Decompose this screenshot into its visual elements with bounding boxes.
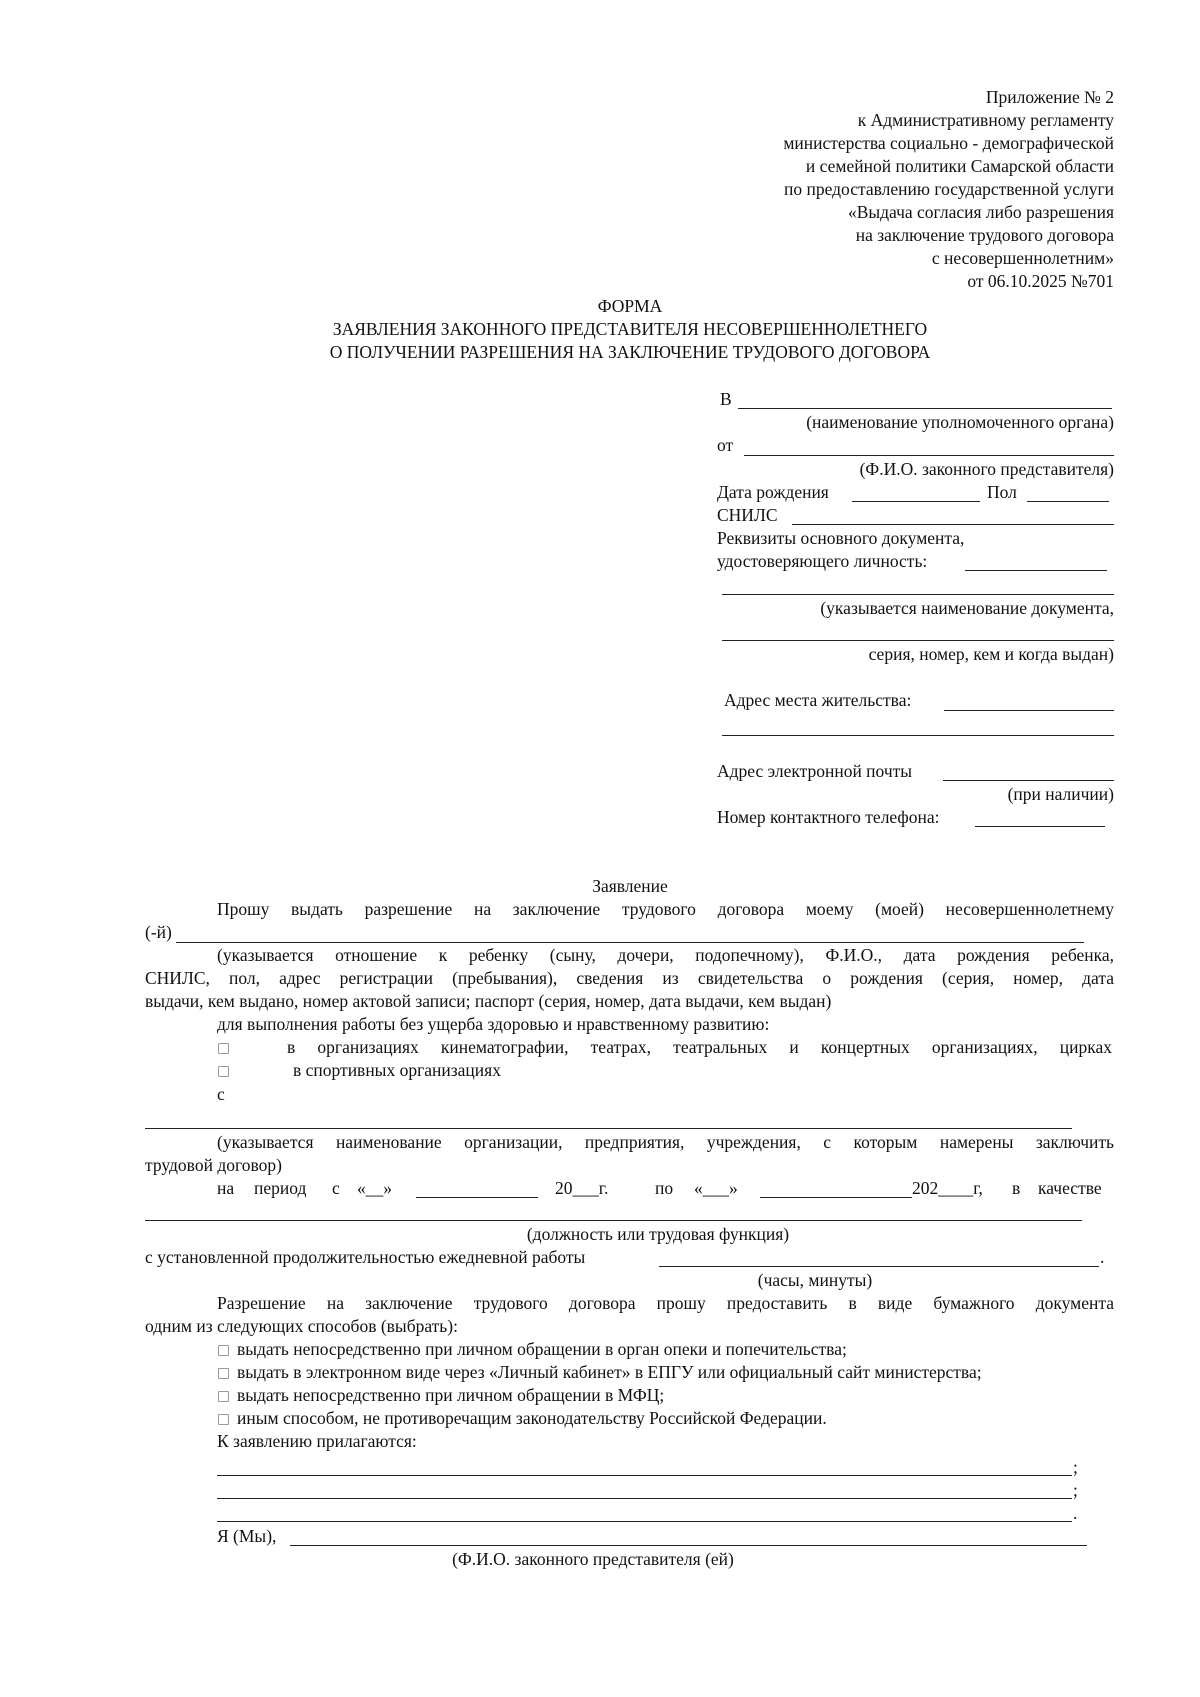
header-line-1: Приложение № 2 [985, 87, 1114, 107]
period-start-day[interactable]: «__» [357, 1178, 392, 1198]
attachments-label: К заявлению прилагаются: [217, 1431, 417, 1451]
to-field[interactable] [738, 408, 1112, 409]
period-word-4: по [655, 1178, 674, 1198]
form-title: ФОРМА [597, 296, 663, 316]
org-option-2-label: в спортивных организациях [293, 1060, 501, 1080]
period-end-year[interactable]: 202____г, [912, 1178, 983, 1198]
period-end-day[interactable]: «___» [694, 1178, 738, 1198]
org-option-2-checkbox[interactable] [218, 1066, 229, 1077]
email-field[interactable] [943, 780, 1114, 781]
id-doc-field-1[interactable] [965, 570, 1107, 571]
to-label: В [720, 389, 732, 409]
from-label: от [717, 435, 734, 455]
id-doc-field-3[interactable] [722, 640, 1114, 641]
phone-field[interactable] [975, 826, 1105, 827]
we-hint: (Ф.И.О. законного представителя (ей) [452, 1549, 734, 1569]
address-field-2[interactable] [722, 735, 1114, 736]
id-doc-label-2: удостоверяющего личность: [717, 551, 928, 571]
period-start-month-field[interactable] [416, 1197, 538, 1198]
delivery-option-4-label: иным способом, не противоречащим законодательству Российской Федерации. [237, 1408, 827, 1428]
statement-heading: Заявление [592, 876, 668, 896]
attachment-field-3[interactable] [217, 1521, 1072, 1522]
org-hint-1: (указывается наименование организации, предприятия, учреждения, с которым намерены заключить [217, 1132, 1114, 1152]
attachment-field-1[interactable] [217, 1475, 1072, 1476]
attachment-end-2: ; [1073, 1480, 1078, 1500]
duration-label: с установленной продолжительностью ежедневной работы [145, 1247, 586, 1267]
address-field-1[interactable] [944, 710, 1114, 711]
phone-label: Номер контактного телефона: [717, 807, 940, 827]
header-line-4: и семейной политики Самарской области [805, 156, 1114, 176]
id-doc-hint-2: серия, номер, кем и когда выдан) [868, 644, 1114, 664]
header-line-9: от 06.10.2025 №701 [967, 271, 1114, 291]
child-info-field[interactable] [176, 942, 1084, 943]
header-line-5: по предоставлению государственной услуги [784, 179, 1114, 199]
child-hint-3: выдачи, кем выдано, номер актовой записи; паспорт (серия, номер, дата выдачи, кем выдан) [145, 991, 832, 1011]
delivery-option-4-checkbox[interactable] [218, 1414, 229, 1425]
period-start-year[interactable]: 20___г. [555, 1178, 609, 1198]
email-hint: (при наличии) [1007, 784, 1114, 804]
period-word-6: качестве [1038, 1178, 1102, 1198]
we-label: Я (Мы), [217, 1526, 277, 1546]
request-line: Прошу выдать разрешение на заключение трудового договора моему (моей) несовершеннолетнему [217, 899, 1114, 919]
sex-label: Пол [987, 482, 1017, 502]
to-hint: (наименование уполномоченного органа) [806, 412, 1114, 432]
org-hint-2: трудовой договор) [145, 1155, 282, 1175]
from-field[interactable] [744, 455, 1114, 456]
organization-field[interactable] [145, 1128, 1072, 1129]
position-hint: (должность или трудовая функция) [526, 1224, 790, 1244]
email-label: Адрес электронной почты [717, 761, 913, 781]
org-option-1-label: в организациях кинематографии, театрах, театральных и концертных организациях, цирках [287, 1037, 1112, 1057]
period-word-3: с [332, 1178, 340, 1198]
duration-hint: (часы, минуты) [757, 1270, 873, 1290]
period-word-1: на [217, 1178, 235, 1198]
request-suffix: (-й) [145, 922, 172, 942]
from-hint: (Ф.И.О. законного представителя) [859, 459, 1114, 479]
form-subtitle-2: О ПОЛУЧЕНИИ РАЗРЕШЕНИЯ НА ЗАКЛЮЧЕНИЕ ТРУДОВОГО ДОГОВОРА [329, 342, 931, 362]
delivery-option-1-label: выдать непосредственно при личном обращении в орган опеки и попечительства; [237, 1339, 847, 1359]
period-end-month-field[interactable] [760, 1197, 912, 1198]
delivery-option-3-checkbox[interactable] [218, 1391, 229, 1402]
id-doc-field-2[interactable] [722, 594, 1114, 595]
id-doc-label-1: Реквизиты основного документа, [717, 528, 965, 548]
attachment-field-2[interactable] [217, 1498, 1072, 1499]
child-hint-1: (указывается отношение к ребенку (сыну, дочери, подопечному), Ф.И.О., дата рождения ребенка, [217, 945, 1114, 965]
position-field[interactable] [145, 1220, 1082, 1221]
delivery-text-2: одним из следующих способов (выбрать): [145, 1316, 458, 1336]
id-doc-hint-1: (указывается наименование документа, [820, 598, 1114, 618]
birth-date-field[interactable] [852, 501, 980, 502]
org-option-1-checkbox[interactable] [218, 1043, 229, 1054]
representative-name-field[interactable] [290, 1545, 1087, 1546]
delivery-option-2-label: выдать в электронном виде через «Личный кабинет» в ЕПГУ или официальный сайт министерства; [237, 1362, 982, 1382]
address-label: Адрес места жительства: [724, 690, 912, 710]
delivery-option-1-checkbox[interactable] [218, 1345, 229, 1356]
snils-label: СНИЛС [717, 505, 778, 525]
sex-field[interactable] [1027, 501, 1109, 502]
header-line-8: с несовершеннолетним» [931, 248, 1114, 268]
period-word-2: период [254, 1178, 307, 1198]
attachment-end-3: . [1073, 1503, 1078, 1523]
header-line-6: «Выдача согласия либо разрешения [847, 202, 1114, 222]
duration-field[interactable] [659, 1266, 1099, 1267]
delivery-option-2-checkbox[interactable] [218, 1368, 229, 1379]
delivery-option-3-label: выдать непосредственно при личном обращении в МФЦ; [237, 1385, 665, 1405]
delivery-text-1: Разрешение на заключение трудового договора прошу предоставить в виде бумажного документа [217, 1293, 1114, 1313]
form-subtitle-1: ЗАЯВЛЕНИЯ ЗАКОННОГО ПРЕДСТАВИТЕЛЯ НЕСОВЕРШЕННОЛЕТНЕГО [332, 319, 928, 339]
snils-field[interactable] [792, 524, 1114, 525]
period-word-5: в [1012, 1178, 1021, 1198]
birth-date-label: Дата рождения [717, 482, 829, 502]
with-label: с [217, 1084, 225, 1104]
header-line-7: на заключение трудового договора [855, 225, 1114, 245]
purpose-text: для выполнения работы без ущерба здоровью и нравственному развитию: [217, 1014, 770, 1034]
attachment-end-1: ; [1073, 1457, 1078, 1477]
duration-end: . [1100, 1247, 1105, 1267]
header-line-3: министерства социально - демографической [783, 133, 1114, 153]
header-line-2: к Административному регламенту [857, 110, 1114, 130]
child-hint-2: СНИЛС, пол, адрес регистрации (пребывания), сведения из свидетельства о рождения (серия, номер, дата [145, 968, 1114, 988]
